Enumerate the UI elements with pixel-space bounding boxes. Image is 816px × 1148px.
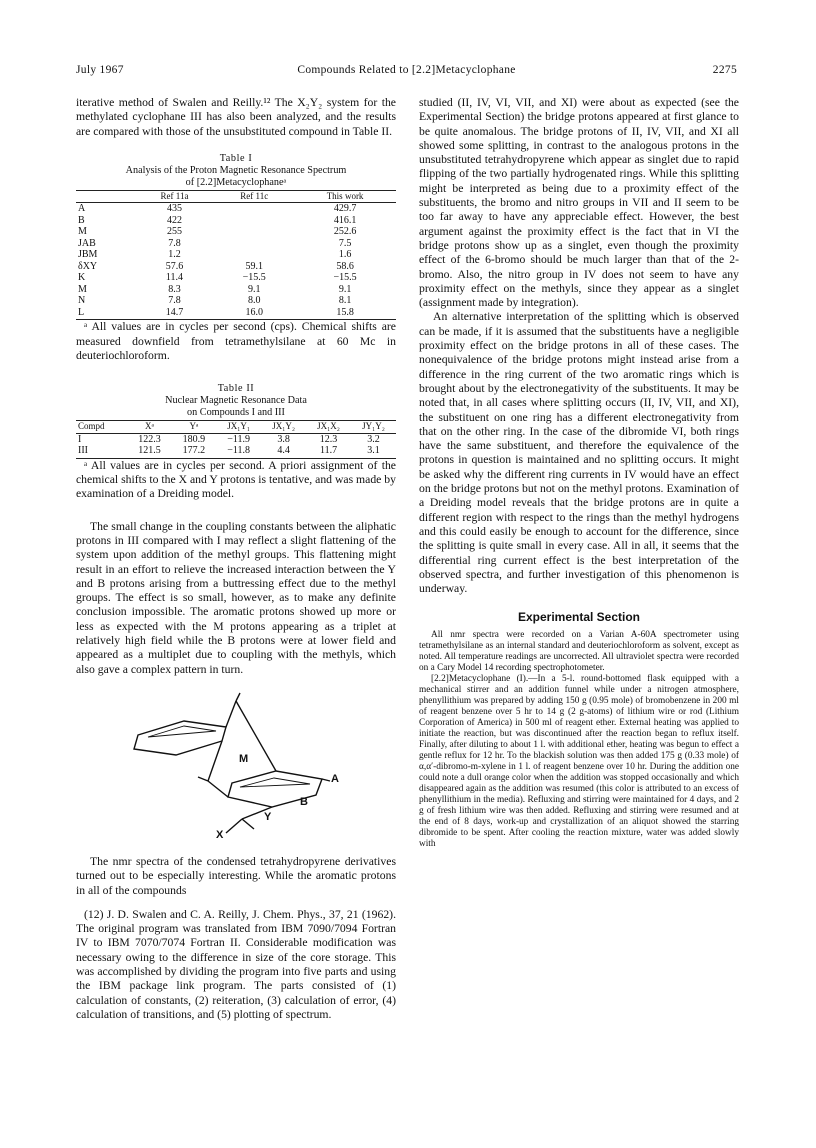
table2-header-cell: JX₁X₂ xyxy=(306,421,351,434)
header-title: Compounds Related to [2.2]Metacyclophane xyxy=(297,64,516,76)
table2-row xyxy=(76,433,396,445)
table2-header-cell: Yᵃ xyxy=(172,421,216,434)
table1-cell: −15.5 xyxy=(242,272,266,284)
paragraph: The nmr spectra of the condensed tetrahydropyrene derivatives turned out to be especially interesting. While the aromatic protons in all of the compounds xyxy=(76,854,396,897)
table1-cell: 59.1 xyxy=(245,260,263,272)
table1-cell: JBM xyxy=(78,249,98,261)
table1-cell: 8.0 xyxy=(248,295,261,307)
table1-header-cell: Ref 11c xyxy=(214,190,294,203)
table2-number: Table II xyxy=(217,383,255,395)
paragraph: [2.2]Metacyclophane (I).—In a 5-l. round-bottomed flask equipped with a mechanical stirrer and an addition funnel while under a nitrogen atmosphere, phenyllithium was prepared by adding 150 g (0.95 mole) of bromobenzene in 200 ml of reagent benzene over 5 hr to 14 g (2 g-atoms) of lithium wire or rod (Lithium Corporation of America) in 500 ml of reagent ether. External heating was applied to initiate the reaction, but was discontinued after the reaction began to reflux itself. Finally, after diluting to about 1 l. with additional ether, heating was begun to effect a gentle reflux for 12 hr. To the blackish solution was then added 175 g (0.33 mole) of α,α′-dibromo-m-xylene in 1 l. of reagent benzene over 10 hr. During the addition one could note a dull orange color when the addition was stopped occasionally and which disappeared again as the addition was resumed (this color is attributed to an excess of phenyllithium in the media). Refluxing and stirring were maintained for 4 days, and 2 g of fresh lithium wire was then added. Refluxing and stirring were resumed and at the end of 8 days, work-up and crystallization of an aliquot showed the starring dibromide to be spent. After cooling the reaction mixture, water was added slowly with xyxy=(419,674,739,850)
header-date: July 1967 xyxy=(76,64,124,76)
table1-row xyxy=(76,295,396,307)
table2-header-cell: Xᵃ xyxy=(127,421,171,434)
table1-cell: 7.8 xyxy=(168,295,181,307)
table2-cell: 3.2 xyxy=(367,433,380,445)
table1-cell: 429.7 xyxy=(333,203,357,215)
table2-cell: 122.3 xyxy=(138,433,161,445)
table1-cell: 422 xyxy=(167,214,182,226)
table2-title-2: on Compounds I and III xyxy=(187,407,285,419)
table2-cell: I xyxy=(78,433,82,445)
table1-cell: M xyxy=(78,283,87,295)
table2-cell: 3.1 xyxy=(367,445,380,457)
label-B: B xyxy=(300,795,308,808)
table1-header-cell xyxy=(76,190,135,203)
section-heading: Experimental Section xyxy=(517,610,641,625)
table2-cell: 4.4 xyxy=(277,445,290,457)
table1-cell: 1.2 xyxy=(168,249,181,261)
table2-cell: 121.5 xyxy=(138,445,161,457)
table2-caption xyxy=(76,383,396,419)
table1-title: Analysis of the Proton Magnetic Resonance Spectrum xyxy=(125,164,347,176)
table2-header-cell: Compd xyxy=(76,421,127,434)
table1-cell: 15.8 xyxy=(336,306,354,318)
table1-cell: 16.0 xyxy=(245,306,263,318)
right-column xyxy=(419,96,739,850)
table1-header-cell: This work xyxy=(294,190,396,203)
footnote-12: (12) J. D. Swalen and C. A. Reilly, J. Chem. Phys., 37, 21 (1962). The original program was translated from IBM 7090/7094 Fortran IV to IBM 7070/7074 Fortran II. Considerable modification was necessary owing to the difference in size of the core storage. This was accomplished by dividing the program into five parts and using the IBM package link program. The parts consisted of (1) calculation of constants, (2) reiteration, (3) calculation of error, (4) calculation of transitions, and (5) plotting of spectrum. xyxy=(76,907,396,1021)
table2-cell: 11.7 xyxy=(319,445,338,457)
table1-header-cell: Ref 11a xyxy=(135,190,215,203)
table1-row xyxy=(76,226,396,238)
table2-footnote: ᵃ All values are in cycles per second. A priori assignment of the chemical shifts to the X and Y protons is tentative, and was made by examination of a Dreiding model. xyxy=(76,458,396,501)
label-X: X xyxy=(216,828,224,841)
table1-cell: 9.1 xyxy=(338,283,352,295)
table1-number: Table I xyxy=(219,152,253,164)
paragraph: studied (II, IV, VI, VII, and XI) were about as expected (see the Experimental Section) the bridge protons appeared at first glance to be quite anomalous. The bridge protons of II, IV, VII, and XI all showed some splitting, in contrast to the analogous protons in the unsubstituted tetrahydropyrene which appear as singlet due to rapid flipping of the two partially hydrogenated rings. While this splitting might be interpreted as being due to a proximity effect of the substituents, the bromo and nitro groups in VII and II seem to be too far away to have any appreciable effect. However, the best argument against the proximity effect is the fact that in VI the bridge protons show up as a singlet, even though the proximity effect of the 6-bromo should be much larger than that of the 2-bromo. Also, the nitro group in IV does not seem to have any proximity effect on the methyls, since they appear as a singlet (assignment made by integration). xyxy=(419,96,739,310)
paragraph: The small change in the coupling constants between the aliphatic protons in III compared with I may reflect a slight flattening of the system upon addition of the methyl groups. This flattening might result in an effort to relieve the increased interaction between the Y and B protons arising from a buttressing effect due to the methyl groups. The effect is so small, however, as to make any definite conclusion impossible. The aromatic protons showed up more or less as expected with the M protons appearing as a triplet at relatively high field while the B protons were at lower field and appeared as a multiplet due to coupling with the methyls, which also gave a complex pattern in turn. xyxy=(76,519,396,676)
table2-cell: 12.3 xyxy=(319,433,338,445)
table2-cell: 180.9 xyxy=(182,433,206,445)
table1-cell xyxy=(214,226,294,238)
table1-cell: 58.6 xyxy=(336,260,354,272)
table1-cell: 7.8 xyxy=(168,237,181,249)
table2-cell: 3.8 xyxy=(277,433,290,445)
table2-header-cell: JX₁Y₂ xyxy=(261,421,306,434)
table1-cell: 255 xyxy=(167,226,182,238)
table2-cell: −11.8 xyxy=(227,445,251,457)
table1-cell xyxy=(214,203,294,215)
table1-cell: 9.1 xyxy=(248,283,261,295)
table1-cell: N xyxy=(78,295,86,307)
table1-title-2: of [2.2]Metacyclophaneᵃ xyxy=(185,176,287,188)
table1-cell: 7.5 xyxy=(338,237,352,249)
table1-cell: 252.6 xyxy=(333,226,357,238)
table2-cell: 177.2 xyxy=(182,445,206,457)
paragraph: iterative method of Swalen and Reilly.¹² The X₂Y₂ system for the methylated cyclophane III has also been analyzed, and the results are compared with those of the unsubstituted compound in Table II. xyxy=(76,96,396,138)
label-Y: Y xyxy=(264,810,272,823)
table1-row xyxy=(76,238,396,250)
table1-row xyxy=(76,284,396,296)
table1-cell xyxy=(214,249,294,261)
table1-cell: B xyxy=(78,214,85,226)
table1-cell: A xyxy=(78,203,86,215)
paragraph: An alternative interpretation of the splitting which is observed can be made, if it is assumed that the substituents have a negligible proximity effect on the bridge protons in all of these cases. The nonequivalence of the bridge protons might instead arise from a difference in the ring current of the two aromatic rings which is brought about by the electronegativity of the substituents. It may be noted that, in all cases where splitting occurs (II, IV, VII, and XI), the substituent on one ring has a different electronegativity from that on the other ring. In the case of the dibromide VI, both rings have the same substituent, and therefore the equivalence of the protons in question is maintained and no splitting occurs. It might be asked why the different ring currents in IV would have an effect on the bridge protons but not on the methyl protons. Examination of a Dreiding model reveals that the bridge protons are in quite a different region with respect to the rings than the methyl hydrogens and this could easily be enough to account for the difference, since the splitting is quite small in every case. All in all, it seems that the differential ring current effect is the best interpretation of the observed spectra, and further investigation of this phenomenon is underway. xyxy=(419,310,739,596)
table1-cell: 435 xyxy=(167,203,182,215)
table2-row xyxy=(76,445,396,457)
table2-header-cell: JX₁Y₁ xyxy=(216,421,261,434)
table1-row xyxy=(76,307,396,319)
table1-cell: 1.6 xyxy=(338,249,352,261)
table2-header-cell: JY₁Y₂ xyxy=(351,421,396,434)
table1-cell xyxy=(214,215,294,227)
label-A: A xyxy=(331,772,339,785)
table1-cell: 14.7 xyxy=(165,306,184,318)
table1-row xyxy=(76,203,396,215)
table2-cell: −11.9 xyxy=(227,433,251,445)
table1-cell: 57.6 xyxy=(165,260,184,272)
table2 xyxy=(76,420,396,457)
table1-caption xyxy=(76,153,396,189)
table1 xyxy=(76,190,396,319)
table1-cell: 8.3 xyxy=(168,283,181,295)
table1-row xyxy=(76,272,396,284)
table1-cell: 416.1 xyxy=(333,214,357,226)
table1-row xyxy=(76,215,396,227)
table1-cell: 8.1 xyxy=(338,295,352,307)
table2-title: Nuclear Magnetic Resonance Data xyxy=(165,395,307,407)
table2-cell: III xyxy=(78,445,88,457)
table1-row xyxy=(76,249,396,261)
table1-cell: −15.5 xyxy=(333,272,357,284)
table1-cell: L xyxy=(78,306,85,318)
table1-cell: JAB xyxy=(78,237,96,249)
table1-cell: K xyxy=(78,272,86,284)
metacyclophane-structure-figure xyxy=(76,683,376,843)
table1-cell: M xyxy=(78,226,87,238)
paragraph: All nmr spectra were recorded on a Varian A-60A spectrometer using tetramethylsilane as an internal standard and deuteriochloroform as solvent, except as noted. All temperature readings are uncorrected. All ultraviolet spectra were recorded on a Cary Model 14 recording spectrophotometer. xyxy=(419,630,739,674)
table1-cell xyxy=(214,238,294,250)
table1-row xyxy=(76,261,396,273)
running-header xyxy=(76,64,737,80)
left-column xyxy=(76,96,396,1022)
page-number: 2275 xyxy=(712,64,737,76)
label-M: M xyxy=(239,752,249,765)
table1-footnote: ᵃ All values are in cycles per second (cps). Chemical shifts are measured downfield from tetramethylsilane at 60 Mc in deuteriochloroform. xyxy=(76,320,396,362)
structure-drawing xyxy=(76,683,376,843)
table1-cell: 11.4 xyxy=(165,272,184,284)
table1-cell: δXY xyxy=(78,260,98,272)
